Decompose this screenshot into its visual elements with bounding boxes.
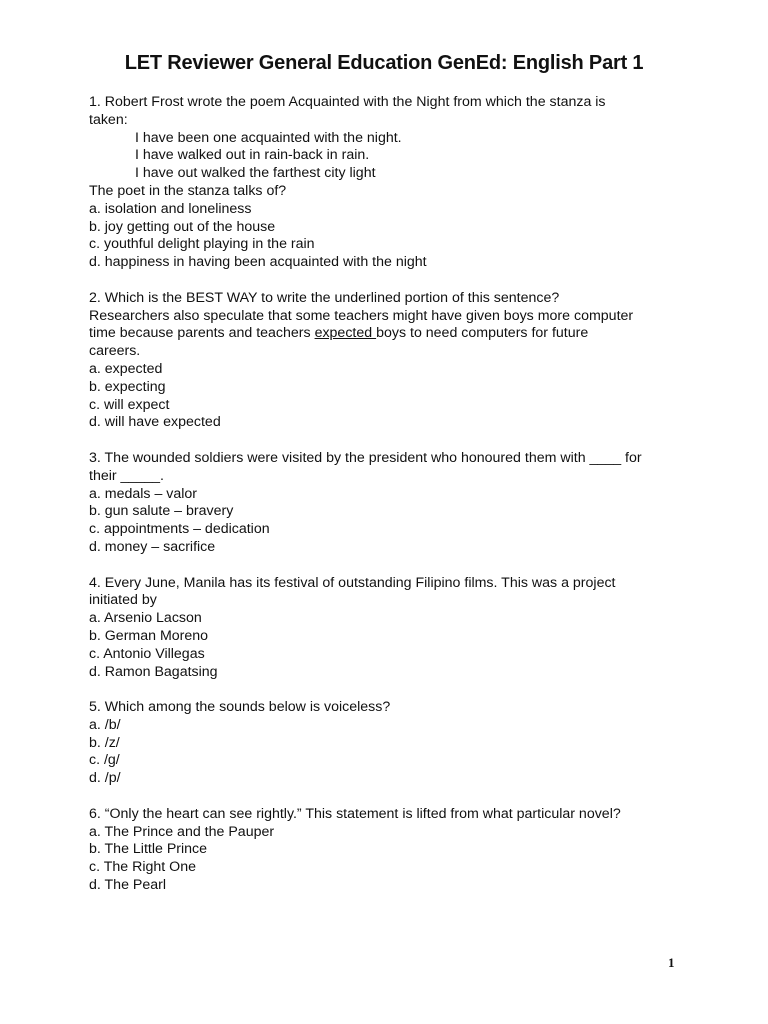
option-d: d. The Pearl [89,877,167,894]
stanza-line-3: I have out walked the farthest city light [135,165,376,182]
sentence-text-after: boys to need computers for future [376,325,589,342]
question-1 [89,94,689,272]
question-stem-continued: initiated by [89,592,157,609]
option-d: d. will have expected [89,414,221,431]
option-a: a. The Prince and the Pauper [89,823,275,840]
question-prompt: The poet in the stanza talks of? [89,182,287,199]
question-stem: 1. Robert Frost wrote the poem Acquainted with the Night from which the stanza is [89,94,606,110]
option-c: c. youthful delight playing in the rain [89,236,315,253]
option-a: a. isolation and loneliness [89,200,252,217]
option-d: d. happiness in having been acquainted with the night [89,254,427,271]
question-stem: 6. “Only the heart can see rightly.” This statement is lifted from what particular novel? [89,805,621,822]
question-stem-continued: taken: [89,111,128,128]
option-d: d. Ramon Bagatsing [89,663,218,680]
option-a: a. Arsenio Lacson [89,610,202,627]
option-b: b. German Moreno [89,627,209,644]
option-a: a. /b/ [89,716,121,733]
question-3 [89,450,689,557]
option-c: c. Antonio Villegas [89,645,205,662]
question-stem: 3. The wounded soldiers were visited by the president who honoured them with ____ for [89,449,642,466]
option-c: c. /g/ [89,752,120,769]
option-c: c. appointments – dedication [89,521,270,538]
stanza-line-1: I have been one acquainted with the night. [135,129,402,146]
question-stem: 4. Every June, Manila has its festival of outstanding Filipino films. This was a project [89,574,616,591]
option-c: c. will expect [89,396,170,413]
option-c: c. The Right One [89,859,196,876]
option-b: b. expecting [89,378,166,395]
stanza-line-2: I have walked out in rain-back in rain. [135,147,370,164]
option-b: b. /z/ [89,734,120,751]
option-d: d. /p/ [89,770,121,787]
question-list [89,94,689,913]
document-title: LET Reviewer General Education GenEd: English Part 1 [124,52,644,74]
question-6 [89,806,689,895]
question-stem: 5. Which among the sounds below is voiceless? [89,699,391,716]
question-stem: 2. Which is the BEST WAY to write the underlined portion of this sentence? [89,289,560,306]
sentence-text-before: time because parents and teachers [89,325,315,342]
sentence-line-3: careers. [89,343,141,360]
underlined-portion: expected [314,325,377,342]
option-b: b. joy getting out of the house [89,218,276,235]
question-5 [89,699,689,788]
question-4 [89,575,689,682]
option-b: b. The Little Prince [89,841,208,858]
page-number: 1 [668,955,675,970]
sentence-line-1: Researchers also speculate that some teachers might have given boys more computer [89,307,634,324]
option-a: a. expected [89,360,163,377]
option-b: b. gun salute – bravery [89,503,234,520]
option-a: a. medals – valor [89,485,198,502]
option-d: d. money – sacrifice [89,538,216,555]
sentence-line-2 [89,325,689,343]
question-stem-continued: their _____. [89,467,164,484]
question-2 [89,290,689,432]
